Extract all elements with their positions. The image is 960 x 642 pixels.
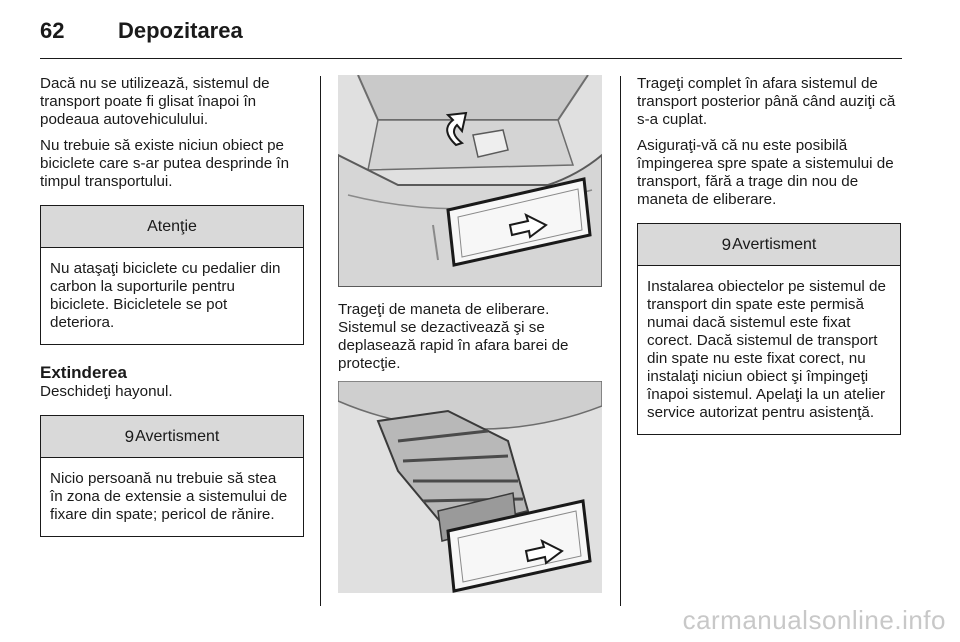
warning-box-1 <box>40 415 304 537</box>
watermark: carmanualsonline.info <box>682 605 946 635</box>
page-header <box>40 18 243 48</box>
caption-release-lever: Trageţi de maneta de eliberare. Sistemul se dezactivează şi se deplasează rapid în afara barei de protecţie. <box>338 301 569 372</box>
paragraph-ensure-locked: Asiguraţi-vă că nu este posibilă împingerea spre spate a sistemului de transport, fără a trage din nou de maneta de eliberare. <box>637 137 894 208</box>
column-2 <box>338 75 602 593</box>
illustration-release-lever <box>338 75 602 287</box>
caution-box <box>40 205 304 345</box>
warning-box-2-header <box>638 224 900 266</box>
warning-box-2-title: Avertisment <box>732 235 817 253</box>
column-3 <box>637 75 901 445</box>
illustration-extended-carrier <box>338 381 602 593</box>
column-1 <box>40 75 304 547</box>
release-lever-drawing <box>338 75 602 287</box>
warning-box-1-header <box>41 416 303 458</box>
paragraph-retract: Dacă nu se utilizează, sistemul de transport poate fi glisat înapoi în podeaua autovehiculului. <box>40 75 270 128</box>
paragraph-loose-objects: Nu trebuie să existe niciun obiect pe biciclete care s-ar putea desprinde în timpul transportului. <box>40 137 290 190</box>
page-title: Depozitarea <box>118 18 243 43</box>
warning-box-1-text: Nicio persoană nu trebuie să stea în zona de extensie a sistemului de fixare din spate; pericol de rănire. <box>50 470 288 523</box>
header-rule <box>40 58 902 59</box>
column-divider-2 <box>620 76 621 606</box>
caution-box-title: Atenţie <box>41 206 303 248</box>
warning-box-2 <box>637 223 901 435</box>
warning-triangle-icon: 9 <box>721 234 732 254</box>
paragraph-pull-out: Trageţi complet în afara sistemul de transport posterior până când auziţi că s-a cuplat. <box>637 75 896 128</box>
paragraph-open-tailgate: Deschideţi hayonul. <box>40 383 173 400</box>
warning-box-1-title: Avertisment <box>135 427 220 445</box>
column-divider-1 <box>320 76 321 606</box>
caution-box-text: Nu ataşaţi biciclete cu pedalier din carbon la suporturile pentru biciclete. Bicicletele se pot deteriora. <box>50 260 281 331</box>
warning-box-2-text: Instalarea obiectelor pe sistemul de transport din spate este permisă numai dacă sistemul este fixat corect. Dacă sistemul de transport din spate nu este fixat corect, nu instalaţi niciun obiect şi împingeţi înapoi sistemul. Apelaţi la un atelier service autorizat pentru asistenţă. <box>647 278 886 421</box>
extended-carrier-drawing <box>338 381 602 593</box>
warning-triangle-icon: 9 <box>124 426 135 446</box>
section-heading-extend: Extinderea <box>40 363 127 382</box>
page-number: 62 <box>40 18 65 43</box>
